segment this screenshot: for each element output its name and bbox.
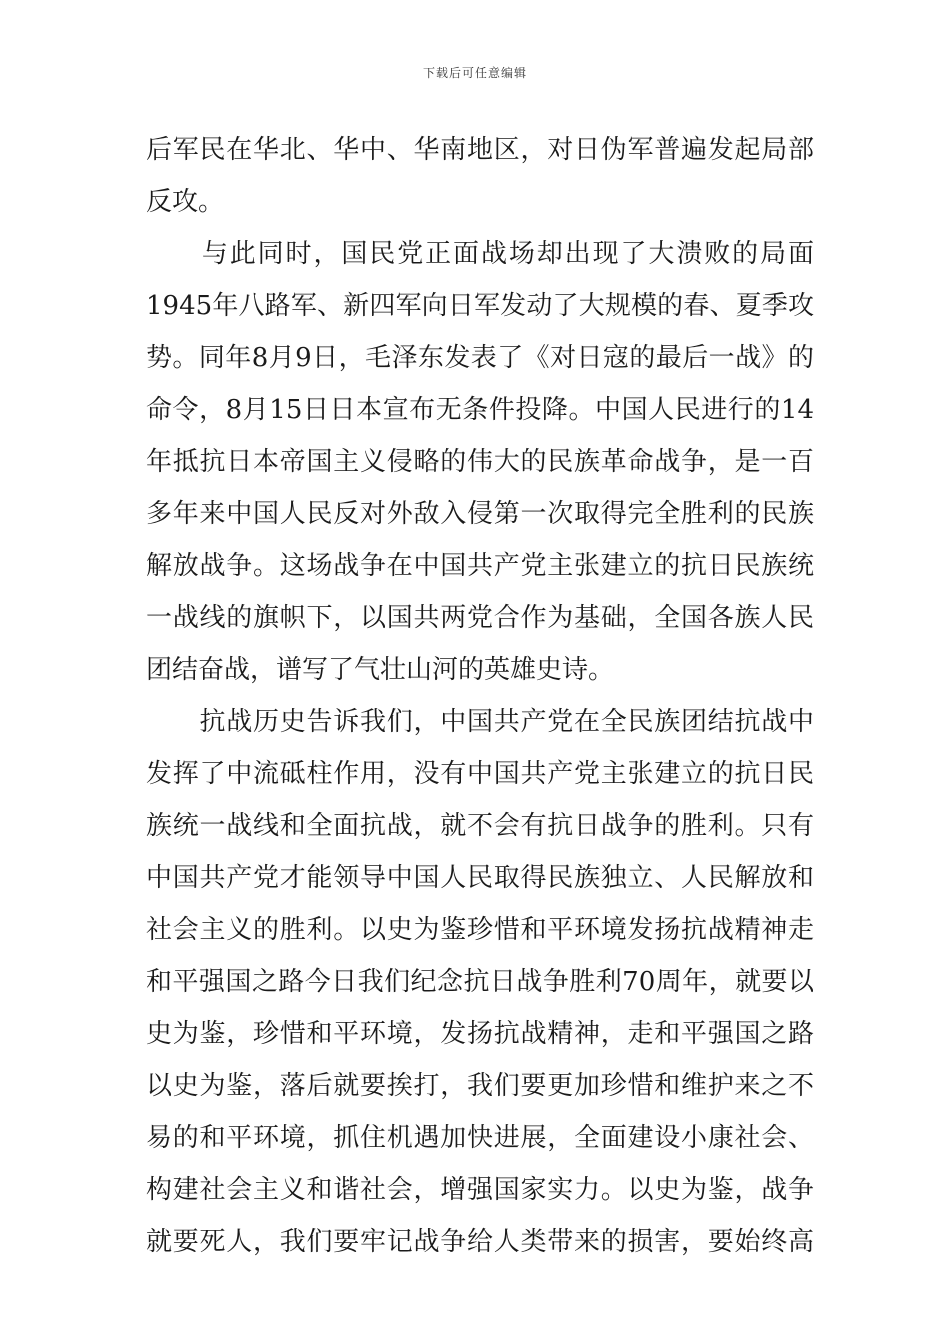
text-line: 势。同年8月9日，毛泽东发表了《对日寇的最后一战》的: [146, 343, 814, 373]
text-line: 团结奋战，谱写了气壮山河的英雄史诗。: [146, 655, 615, 685]
text-line: 1945年八路军、新四军向日军发动了大规模的春、夏季攻: [146, 291, 814, 321]
text-line: 构建社会主义和谐社会，增强国家实力。以史为鉴，战争: [146, 1175, 814, 1205]
text-line: 以史为鉴，落后就要挨打，我们要更加珍惜和维护来之不: [146, 1071, 814, 1101]
text-line: 发挥了中流砥柱作用，没有中国共产党主张建立的抗日民: [146, 759, 814, 789]
text-line: 中国共产党才能领导中国人民取得民族独立、人民解放和: [146, 863, 814, 893]
text-line: 社会主义的胜利。以史为鉴珍惜和平环境发扬抗战精神走: [146, 915, 814, 945]
document-body: [146, 128, 814, 1272]
text-line: 和平强国之路今日我们纪念抗日战争胜利70周年，就要以: [146, 967, 814, 997]
text-line: 抗战历史告诉我们，中国共产党在全民族团结抗战中: [146, 707, 814, 737]
text-line: 反攻。: [146, 187, 225, 217]
text-line: 多年来中国人民反对外敌入侵第一次取得完全胜利的民族: [146, 499, 814, 529]
page-header: 下载后可任意编辑: [422, 66, 527, 80]
text-line: 易的和平环境，抓住机遇加快进展，全面建设小康社会、: [146, 1123, 814, 1153]
text-line: 命令，8月15日日本宣布无条件投降。中国人民进行的14: [146, 395, 814, 425]
text-line: 就要死人，我们要牢记战争给人类带来的损害，要始终高: [146, 1227, 814, 1257]
text-line: 解放战争。这场战争在中国共产党主张建立的抗日民族统: [146, 551, 814, 581]
text-line: 后军民在华北、华中、华南地区，对日伪军普遍发起局部: [146, 135, 814, 165]
text-line: 与此同时，国民党正面战场却出现了大溃败的局面: [146, 239, 814, 269]
text-line: 史为鉴，珍惜和平环境，发扬抗战精神，走和平强国之路: [146, 1019, 814, 1049]
text-line: 一战线的旗帜下，以国共两党合作为基础，全国各族人民: [146, 603, 814, 633]
text-line: 族统一战线和全面抗战，就不会有抗日战争的胜利。只有: [146, 811, 814, 841]
text-line: 年抵抗日本帝国主义侵略的伟大的民族革命战争，是一百: [146, 447, 814, 477]
